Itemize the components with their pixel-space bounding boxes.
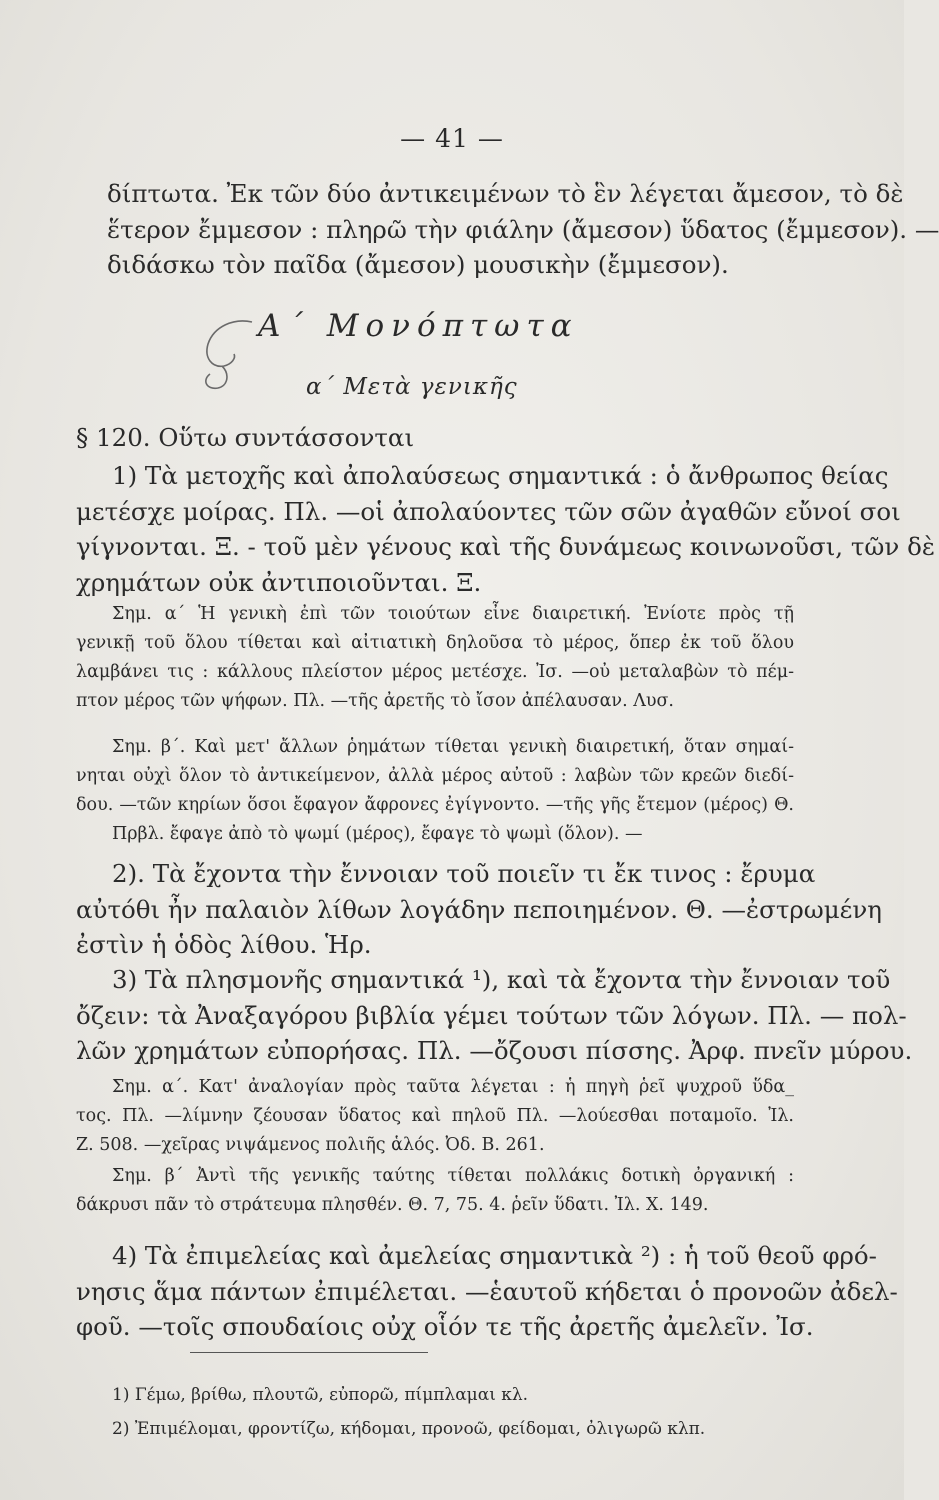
paragraph-4 <box>76 1238 898 1345</box>
note-2 <box>76 733 794 849</box>
footnote-2: 2) Ἐπιμέλομαι, φροντίζω, κήδομαι, προνοῶ, φείδομαι, ὀλιγωρῶ κλπ. <box>112 1419 706 1439</box>
text-line: φοῦ. —τοῖς σπουδαίοις οὐχ οἷόν τε τῆς ἀρετῆς ἀμελεῖν. Ἰσ. <box>76 1312 814 1341</box>
text-line: Ζ. 508. —χεῖρας νιψάμενος πολιῆς ἁλός. Ὀδ. Β. 261. <box>76 1135 545 1155</box>
text-line: 4) Τὰ ἐπιμελείας καὶ ἀμελείας σημαντικὰ ²) : ἡ τοῦ θεοῦ φρό- <box>112 1241 877 1270</box>
text-line: χρημάτων οὐκ ἀντιποιοῦνται. Ξ. <box>76 567 482 597</box>
text-line: δίπτωτα. Ἐκ τῶν δύο ἀντικειμένων τὸ ἓν λέγεται ἄμεσον, τὸ δὲ <box>107 179 904 208</box>
text-line: ἕτερον ἔμμεσον : πληρῶ τὴν φιάλην (ἄμεσον) ὕδατος (ἔμμεσον). — <box>107 214 939 244</box>
text-line: μετέσχε μοίρας. Πλ. —οἱ ἀπολαύοντες τῶν σῶν ἀγαθῶν εὔνοί σοι <box>76 496 901 526</box>
section-subheading: α΄ Μετὰ γενικῆς <box>306 374 518 400</box>
text-line: δάκρυσι πᾶν τὸ στράτευμα πλησθέν. Θ. 7, 75. 4. ῥεῖν ὕδατι. Ἰλ. Χ. 149. <box>76 1195 709 1215</box>
handwritten-g-mark-icon <box>184 318 254 398</box>
text-line: λαμβάνει τις : κάλλους πλείστον μέρος μετέσχε. Ἰσ. —οὐ μεταλαβὼν τὸ πέμ- <box>76 662 794 682</box>
text-line: αὐτόθι ἦν παλαιὸν λίθων λογάδην πεποιημένον. Θ. —ἐστρωμένη <box>76 894 882 924</box>
paragraph-3 <box>76 962 913 1069</box>
text-line: διδάσκω τὸν παῖδα (ἄμεσον) μουσικὴν (ἔμμεσον). <box>107 250 729 279</box>
text-line: ἐστὶν ἡ ὁδὸς λίθου. Ἡρ. <box>76 930 372 959</box>
note-3 <box>76 1073 794 1160</box>
note-4 <box>76 1162 794 1220</box>
note-1 <box>76 600 794 716</box>
text-line: Σημ. β΄. Καὶ μετ' ἄλλων ῥημάτων τίθεται γενικὴ διαιρετική, ὅταν σημαί- <box>112 737 794 757</box>
text-line: 1) Τὰ μετοχῆς καὶ ἀπολαύσεως σημαντικά : ὁ ἄνθρωπος θείας <box>112 461 889 490</box>
footnote-1: 1) Γέμω, βρίθω, πλουτῶ, εὐπορῶ, πίμπλαμαι κλ. <box>112 1385 529 1405</box>
chapter-heading: Α΄ Μονόπτωτα <box>258 308 579 344</box>
page-number: — 41 — <box>400 124 504 153</box>
text-line: Πρβλ. ἔφαγε ἀπὸ τὸ ψωμί (μέρος), ἔφαγε τὸ ψωμὶ (ὅλον). — <box>112 824 643 844</box>
text-line: λῶν χρημάτων εὐπορήσας. Πλ. —ὄζουσι πίσσης. Ἀρφ. πνεῖν μύρου. <box>76 1036 913 1065</box>
text-line: γίγνονται. Ξ. - τοῦ μὲν γένους καὶ τῆς δυνάμεως κοινωνοῦσι, τῶν δὲ <box>76 532 935 561</box>
text-line: § 120. Οὕτω συντάσσονται <box>76 423 415 452</box>
text-line: ὄζειν: τὰ Ἀναξαγόρου βιβλία γέμει τούτων τῶν λόγων. Πλ. — πολ- <box>76 1000 907 1030</box>
text-line: 2). Τὰ ἔχοντα τὴν ἔννοιαν τοῦ ποιεῖν τι ἔκ τινος : ἔρυμα <box>112 859 816 888</box>
text-line: νησις ἅμα πάντων ἐπιμέλεται. —ἑαυτοῦ κήδεται ὁ προνοῶν ἀδελ- <box>76 1276 898 1306</box>
text-line: δου. —τῶν κηρίων ὅσοι ἔφαγον ἄφρονες ἐγίγνοντο. —τῆς γῆς ἔτεμον (μέρος) Θ. <box>76 795 794 815</box>
text-line: Σημ. α΄ Ἡ γενικὴ ἐπὶ τῶν τοιούτων εἶνε διαιρετική. Ἐνίοτε πρὸς τῇ <box>112 604 794 624</box>
text-line: πτον μέρος τῶν ψήφων. Πλ. —τῆς ἀρετῆς τὸ ἴσον ἀπέλαυσαν. Λυσ. <box>76 691 674 711</box>
text-line: Σημ. α΄. Κατ' ἀναλογίαν πρὸς ταῦτα λέγεται : ἡ πηγὴ ῥεῖ ψυχροῦ ὕδα_ <box>112 1077 794 1097</box>
text-line: νηται οὐχὶ ὅλον τὸ ἀντικείμενον, ἀλλὰ μέρος αὐτοῦ : λαβὼν τῶν κρεῶν διεδί- <box>76 766 794 786</box>
intro-paragraph <box>107 176 939 283</box>
section-number <box>76 420 776 456</box>
paragraph-1 <box>76 458 935 600</box>
text-line: 3) Τὰ πλησμονῆς σημαντικά ¹), καὶ τὰ ἔχοντα τὴν ἔννοιαν τοῦ <box>112 965 891 994</box>
footnote-divider <box>190 1352 428 1353</box>
paragraph-2 <box>76 856 882 963</box>
text-line: τος. Πλ. —λίμνην ζέουσαν ὕδατος καὶ πηλοῦ Πλ. —λούεσθαι ποταμοῖο. Ἰλ. <box>76 1106 794 1126</box>
footnotes <box>112 1378 802 1446</box>
text-line: Σημ. β΄ Ἀντὶ τῆς γενικῆς ταύτης τίθεται πολλάκις δοτικὴ ὀργανική : <box>112 1166 794 1186</box>
text-line: γενικῇ τοῦ ὅλου τίθεται καὶ αἰτιατικὴ δηλοῦσα τὸ μέρος, ὅπερ ἐκ τοῦ ὅλου <box>76 633 794 653</box>
